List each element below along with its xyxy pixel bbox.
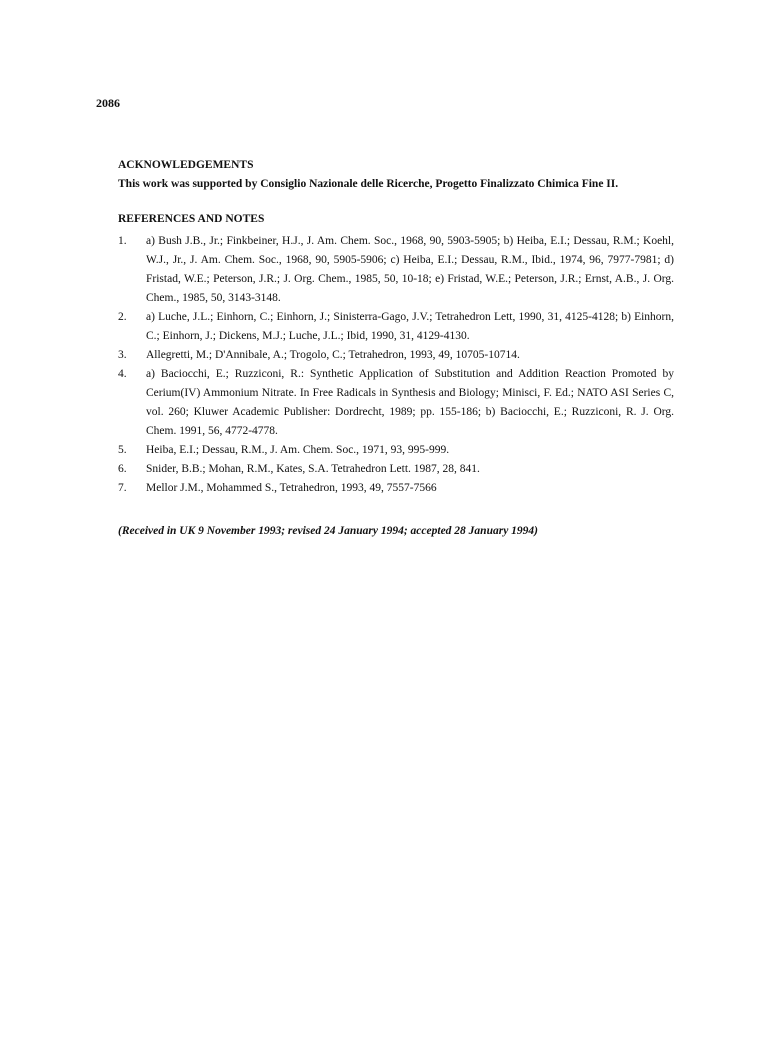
reference-text: a) Bush J.B., Jr.; Finkbeiner, H.J., J. Am. Chem. Soc., 1968, 90, 5903-5905; b) Heiba, E.I.; Dessau, R.M.; Koehl, W.J., Jr., J. Am. Chem. Soc., 1968, 90, 5905-5906; c) Heiba, E.I.; Dessau, R.M., Ibid., 1974, 96, 7977-7981; d) Fristad, W.E.; Peterson, J.R.; J. Org. Chem., 1985, 50, 10-18; e) Fristad, W.E.; Peterson, J.R.; Ernst, A.B., J. Org. Chem., 1985, 50, 3143-3148.	[146, 235, 674, 304]
reference-item	[118, 365, 674, 441]
acknowledgements-text: This work was supported by Consiglio Nazionale delle Ricerche, Progetto Finalizzato Chimica Fine II.	[118, 178, 619, 190]
reference-text: Snider, B.B.; Mohan, R.M., Kates, S.A. Tetrahedron Lett. 1987, 28, 841.	[146, 463, 480, 475]
reference-number: 2.	[118, 311, 127, 323]
reference-number: 6.	[118, 463, 127, 475]
reference-number: 4.	[118, 368, 127, 380]
reference-item	[118, 346, 674, 365]
reference-text: Heiba, E.I.; Dessau, R.M., J. Am. Chem. Soc., 1971, 93, 995-999.	[146, 444, 450, 456]
acknowledgements-heading: ACKNOWLEDGEMENTS	[118, 159, 254, 171]
reference-text: Mellor J.M., Mohammed S., Tetrahedron, 1993, 49, 7557-7566	[146, 482, 437, 494]
reference-number: 1.	[118, 235, 127, 247]
reference-number: 3.	[118, 349, 127, 361]
received-dates: (Received in UK 9 November 1993; revised 24 January 1994; accepted 28 January 1994)	[118, 525, 538, 537]
references-list	[118, 232, 674, 498]
reference-item	[118, 460, 674, 479]
reference-item	[118, 479, 674, 498]
reference-item	[118, 441, 674, 460]
page-number: 2086	[96, 96, 120, 110]
reference-text: a) Baciocchi, E.; Ruzziconi, R.: Synthetic Application of Substitution and Addition Reaction Promoted by Cerium(IV) Ammonium Nitrate. In Free Radicals in Synthesis and Biology; Minisci, F. Ed.; NATO ASI Series C, vol. 260; Kluwer Academic Publisher: Dordrecht, 1989; pp. 155-186; b) Baciocchi, E.; Ruzziconi, R. J. Org. Chem. 1991, 56, 4772-4778.	[146, 368, 674, 437]
reference-text: a) Luche, J.L.; Einhorn, C.; Einhorn, J.; Sinisterra-Gago, J.V.; Tetrahedron Lett, 1990, 31, 4125-4128; b) Einhorn, C.; Einhorn, J.; Dickens, M.J.; Luche, J.L.; Ibid, 1990, 31, 4129-4130.	[146, 311, 674, 342]
reference-text: Allegretti, M.; D'Annibale, A.; Trogolo, C.; Tetrahedron, 1993, 49, 10705-10714.	[146, 349, 520, 361]
references-heading: REFERENCES AND NOTES	[118, 213, 265, 225]
reference-item	[118, 232, 674, 308]
reference-item	[118, 308, 674, 346]
reference-number: 7.	[118, 482, 127, 494]
reference-number: 5.	[118, 444, 127, 456]
